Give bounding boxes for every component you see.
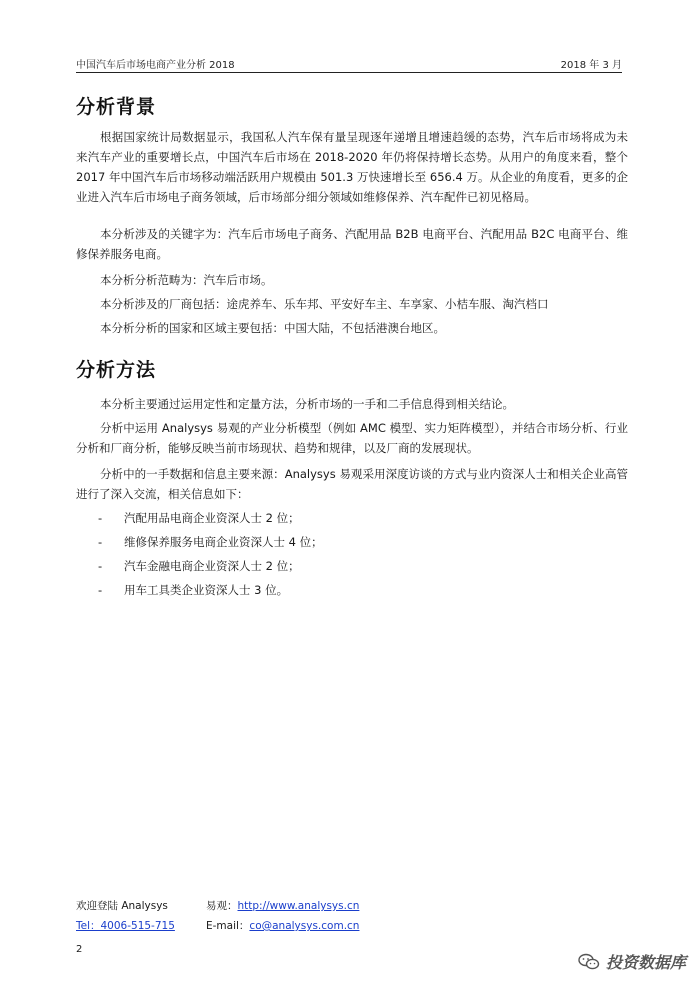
list-item: - 汽配用品电商企业资深人士 2 位； [76, 506, 628, 530]
section-title-background: 分析背景 [76, 96, 157, 118]
footer-site-label: 易观： [206, 900, 238, 912]
website-link[interactable]: http://www.analysys.cn [237, 900, 360, 912]
list-item: - 维修保养服务电商企业资深人士 4 位； [76, 530, 628, 554]
background-paragraph-3: 本分析分析范畴为：汽车后市场。 [100, 273, 273, 287]
page-number: 2 [76, 944, 83, 955]
background-paragraph-1: 根据国家统计局数据显示，我国私人汽车保有量呈现逐年递增且增速趋缓的态势，汽车后市场将成为未来汽车产业的重要增长点，中国汽车后市场在 2018-2020 年仍将保持增长态势。从用户的角度来看，整个 2017 年中国汽车后市场移动端活跃用户规模由 501.3 万快速增长至 656.4 万。从企业的角度看，更多的企业进入汽车后市场电子商务领域，后市场部分细分领域如维修保养、汽车配件已初见格局。 [76, 130, 628, 204]
wechat-icon [578, 953, 600, 971]
page-header [76, 52, 622, 73]
list-marker: - [98, 583, 103, 597]
background-paragraph-5: 本分析分析的国家和区域主要包括：中国大陆，不包括港澳台地区。 [100, 321, 445, 335]
header-date: 2018 年 3 月 [560, 60, 622, 71]
method-paragraph-1: 本分析主要通过运用定性和定量方法，分析市场的一手和二手信息得到相关结论。 [100, 397, 514, 411]
header-title: 中国汽车后市场电商产业分析 2018 [76, 60, 235, 71]
list-marker: - [98, 559, 103, 573]
list-item: - 用车工具类企业资深人士 3 位。 [76, 578, 628, 602]
method-paragraph-3: 分析中的一手数据和信息主要来源：Analysys 易观采用深度访谈的方式与业内资深人士和相关企业高管进行了深入交流，相关信息如下： [76, 467, 628, 501]
section-title-method: 分析方法 [76, 359, 157, 381]
footer-welcome: 欢迎登陆 Analysys [76, 900, 168, 912]
method-paragraph-2: 分析中运用 Analysys 易观的产业分析模型（例如 AMC 模型、实力矩阵模型），并结合市场分析、行业分析和厂商分析，能够反映当前市场现状、趋势和规律，以及厂商的发展现状。 [76, 421, 628, 455]
list-item: - 汽车金融电商企业资深人士 2 位； [76, 554, 628, 578]
footer-email-label: E-mail： [206, 920, 250, 932]
watermark-text: 投资数据库 [605, 953, 686, 972]
email-link[interactable]: co@analysys.com.cn [249, 920, 360, 932]
phone-link[interactable]: Tel：4006-515-715 [76, 920, 175, 932]
list-marker: - [98, 511, 103, 525]
background-paragraph-2: 本分析涉及的关键字为：汽车后市场电子商务、汽配用品 B2B 电商平台、汽配用品 B2C 电商平台、维修保养服务电商。 [76, 227, 628, 261]
list-marker: - [98, 535, 103, 549]
watermark [578, 950, 686, 973]
background-paragraph-4: 本分析涉及的厂商包括：途虎养车、乐车邦、平安好车主、车享家、小桔车服、淘汽档口 [100, 297, 549, 311]
source-list [76, 506, 628, 602]
page-footer [76, 898, 366, 938]
